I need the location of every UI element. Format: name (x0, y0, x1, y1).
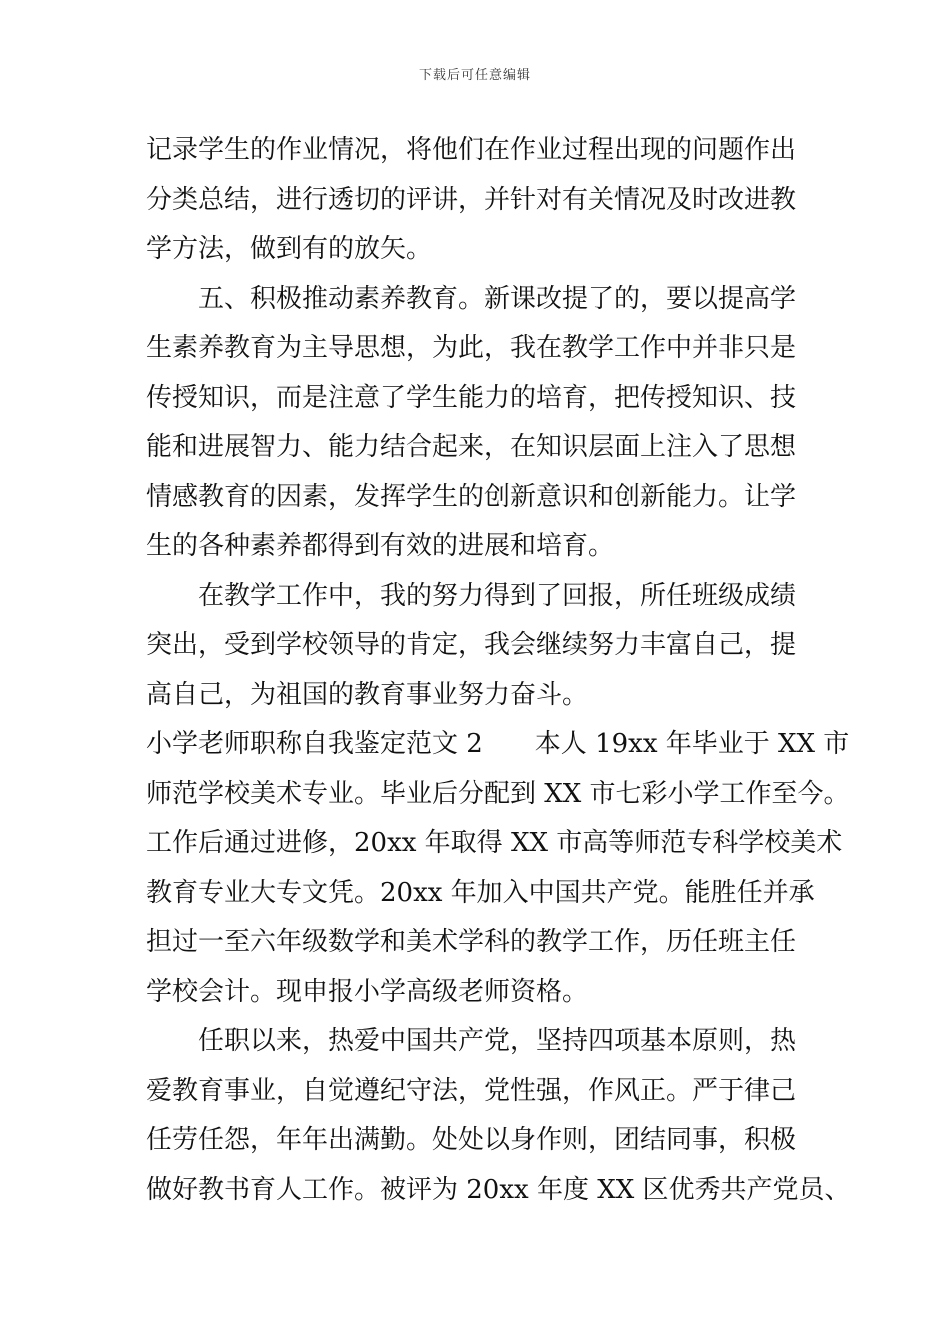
text-line: 能和进展智力、能力结合起来，在知识层面上注入了思想 (146, 432, 797, 462)
text-line: 任劳任怨，年年出满勤。处处以身作则，团结同事，积极 (146, 1125, 797, 1155)
text-line: 学校会计。现申报小学高级老师资格。 (146, 976, 589, 1007)
text-line: 担过一至六年级数学和美术学科的教学工作，历任班主任 (146, 927, 797, 957)
text-line: 爱教育事业，自觉遵纪守法，党性强，作风正。严于律己 (146, 1075, 797, 1106)
document-body (146, 126, 851, 1215)
text-line: 教育专业大专文凭。20xx 年加入中国共产党。能胜任并承 (146, 877, 815, 908)
text-line: 小学老师职称自我鉴定范文 2 本人 19xx 年毕业于 XX 市 (146, 729, 850, 759)
text-line: 情感教育的因素，发挥学生的创新意识和创新能力。让学 (146, 481, 797, 512)
text-line: 在教学工作中，我的努力得到了回报，所任班级成绩 (198, 580, 797, 611)
text-line: 师范学校美术专业。毕业后分配到 XX 市七彩小学工作至今。 (146, 778, 850, 809)
text-line: 任职以来，热爱中国共产党，坚持四项基本原则，热 (198, 1026, 797, 1056)
text-line: 高自己，为祖国的教育事业努力奋斗。 (146, 679, 589, 710)
text-line: 做好教书育人工作。被评为 20xx 年度 XX 区优秀共产党员、 (146, 1174, 851, 1205)
text-line: 生素养教育为主导思想，为此，我在教学工作中并非只是 (146, 333, 797, 363)
text-line: 传授知识，而是注意了学生能力的培育，把传授知识、技 (146, 382, 797, 413)
text-line: 突出，受到学校领导的肯定，我会继续努力丰富自己，提 (146, 630, 797, 660)
page-header: 下载后可任意编辑 (418, 68, 531, 83)
text-line: 生的各种素养都得到有效的进展和培育。 (146, 531, 615, 561)
text-line: 分类总结，进行透切的评讲，并针对有关情况及时改进教 (146, 184, 797, 215)
text-line: 五、积极推动素养教育。新课改提了的，要以提高学 (198, 283, 797, 314)
text-line: 学方法，做到有的放矢。 (146, 234, 433, 264)
text-line: 记录学生的作业情况，将他们在作业过程出现的问题作出 (146, 135, 797, 165)
text-line: 工作后通过进修，20xx 年取得 XX 市高等师范专科学校美术 (146, 828, 843, 858)
